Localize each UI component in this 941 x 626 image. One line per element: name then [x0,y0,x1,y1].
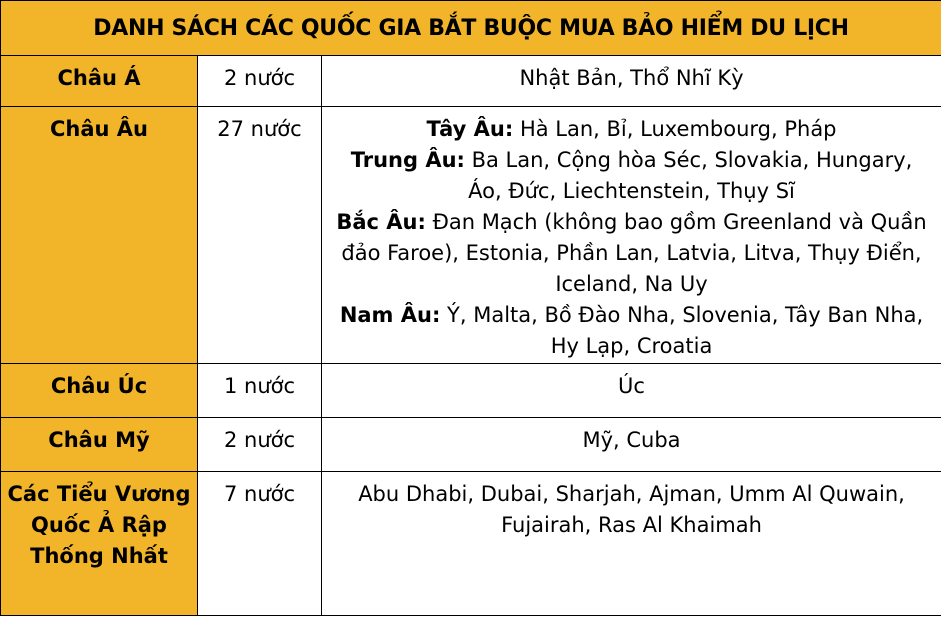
subregion-label: Bắc Âu: [336,210,426,234]
subregion-countries: Đan Mạch (không bao gồm Greenland và Quần đảo Faroe), Estonia, Phần Lan, Latvia, Litva, Thụy Điển, Iceland, Na Uy [341,210,927,296]
region-cell: Châu Mỹ [1,418,198,472]
region-cell: Châu Úc [1,364,198,418]
table-row [1,472,941,616]
countries-cell: Úc [322,364,941,418]
countries-cell: Nhật Bản, Thổ Nhĩ Kỳ [322,56,941,107]
subregion-group [332,300,931,362]
subregion-countries: Ba Lan, Cộng hòa Séc, Slovakia, Hungary, Áo, Đức, Liechtenstein, Thụy Sĩ [464,148,913,203]
table-header-row [1,1,941,56]
table-row [1,364,941,418]
country-count-cell: 2 nước [198,418,322,472]
countries-cell [322,107,941,364]
countries-cell: Abu Dhabi, Dubai, Sharjah, Ajman, Umm Al Quwain, Fujairah, Ras Al Khaimah [322,472,941,616]
table-row [1,56,941,107]
subregion-group [332,114,931,145]
table-row [1,418,941,472]
country-count-cell: 7 nước [198,472,322,616]
table-title: DANH SÁCH CÁC QUỐC GIA BẮT BUỘC MUA BẢO HIỂM DU LỊCH [1,1,941,56]
subregion-label: Tây Âu: [426,117,514,141]
subregion-label: Trung Âu: [350,148,465,172]
subregion-group [332,145,931,207]
table-row [1,107,941,364]
countries-cell: Mỹ, Cuba [322,418,941,472]
subregion-countries: Ý, Malta, Bồ Đào Nha, Slovenia, Tây Ban Nha, Hy Lạp, Croatia [440,303,924,358]
country-count-cell: 2 nước [198,56,322,107]
country-count-cell: 1 nước [198,364,322,418]
region-cell: Châu Á [1,56,198,107]
subregion-countries: Hà Lan, Bỉ, Luxembourg, Pháp [513,117,837,141]
country-count-cell: 27 nước [198,107,322,364]
subregion-label: Nam Âu: [339,303,441,327]
region-cell: Châu Âu [1,107,198,364]
subregion-group [332,207,931,300]
region-cell: Các Tiểu Vương Quốc Ả Rập Thống Nhất [1,472,198,616]
